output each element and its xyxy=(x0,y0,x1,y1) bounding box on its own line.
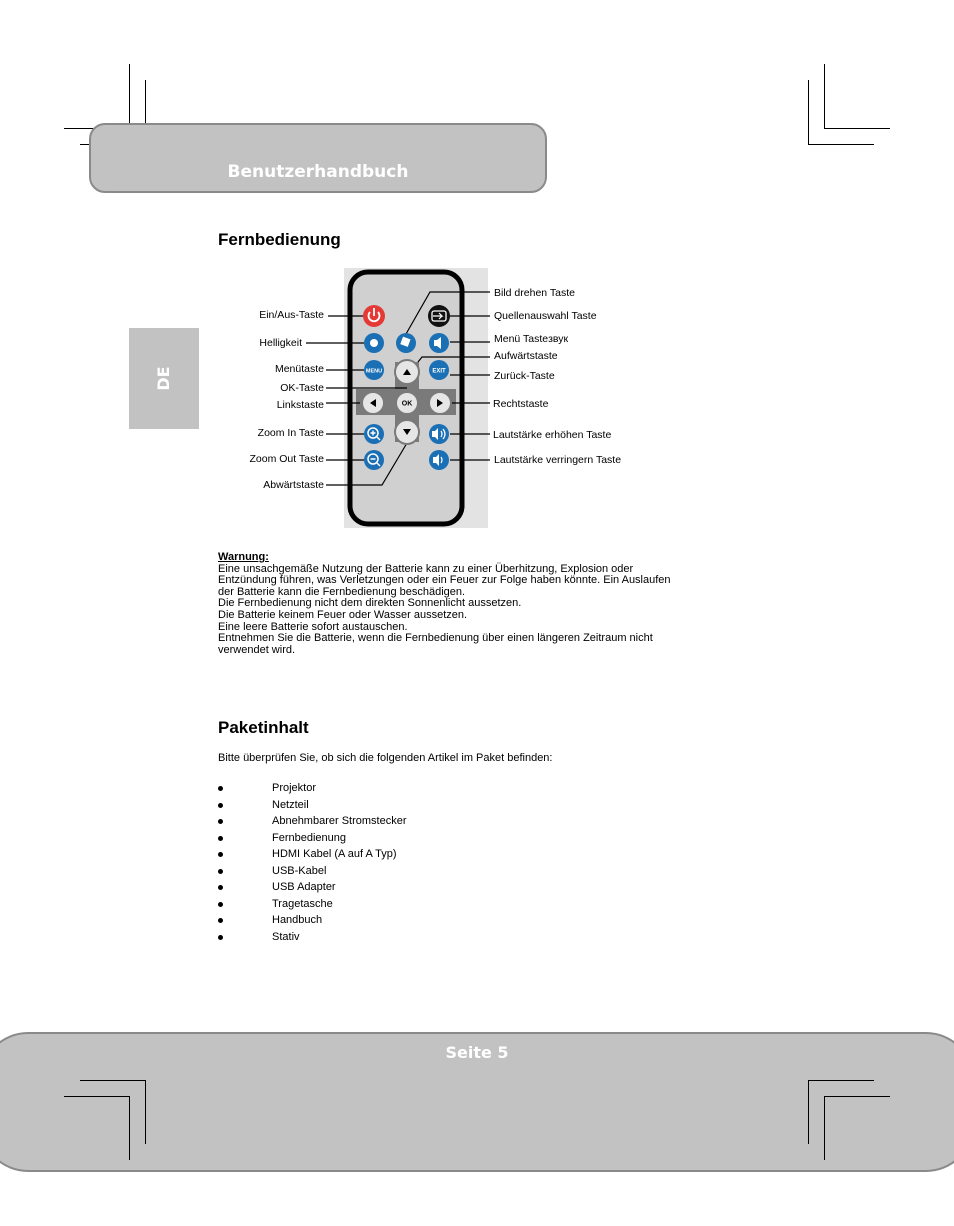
warning-line: Die Fernbedienung nicht dem direkten Sonnenlicht aussetzen. xyxy=(218,597,522,610)
list-item-text: USB Adapter xyxy=(272,881,336,893)
warning-line: der Batterie kann die Fernbedienung beschädigen. xyxy=(218,585,466,598)
bullet-icon xyxy=(218,836,223,841)
crop-mark xyxy=(808,144,874,145)
label-right: Rechtstaste xyxy=(493,398,549,410)
label-volume-up: Lautstärke erhöhen Taste xyxy=(493,429,612,441)
list-item-text: Handbuch xyxy=(272,914,323,926)
warning-line: Eine leere Batterie sofort austauschen. xyxy=(218,620,408,633)
bullet-icon xyxy=(218,935,223,940)
exit-button-label: EXIT xyxy=(432,368,446,375)
section-title-remote: Fernbedienung xyxy=(218,230,341,249)
crop-mark xyxy=(824,1096,890,1097)
zoom-in-button xyxy=(364,424,384,444)
label-volume-down: Lautstärke verringern Taste xyxy=(494,454,622,466)
menu-button-label: MENU xyxy=(365,368,383,375)
label-power: Ein/Aus-Taste xyxy=(259,309,324,321)
label-down: Abwärtstaste xyxy=(263,479,324,491)
warning-line: Entnehmen Sie die Batterie, wenn die Fernbedienung über einen längeren Zeitraum nicht xyxy=(218,632,653,645)
label-up: Aufwärtstaste xyxy=(494,350,558,362)
bullet-icon xyxy=(218,786,223,791)
label-source: Quellenauswahl Taste xyxy=(494,310,597,322)
crop-mark xyxy=(808,80,809,144)
bullet-icon xyxy=(218,803,223,808)
bullet-icon xyxy=(218,902,223,907)
warning-line: Entzündung führen, was Verletzungen oder ein Feuer zur Folge haben könnte. Ein Auslaufen xyxy=(218,574,671,587)
list-item-text: HDMI Kabel (A auf A Typ) xyxy=(272,848,397,860)
crop-mark xyxy=(808,1080,809,1144)
language-label: DE xyxy=(154,366,173,391)
language-tab xyxy=(129,328,199,429)
ok-button-label: OK xyxy=(401,400,413,408)
warning-line: verwendet wird. xyxy=(218,643,296,656)
label-left: Linkstaste xyxy=(276,399,324,411)
crop-mark xyxy=(824,64,825,128)
bullet-icon xyxy=(218,852,223,857)
page-number: Seite 5 xyxy=(445,1043,509,1062)
list-item-text: Stativ xyxy=(272,930,300,943)
crop-mark xyxy=(80,1080,146,1081)
list-item-text: Netzteil xyxy=(272,798,309,811)
warning-title: Warnung: xyxy=(218,551,269,563)
label-mute: Menü Tasteзвук xyxy=(494,333,569,345)
header-tab xyxy=(89,123,547,193)
list-item-text: Abnehmbarer Stromstecker xyxy=(272,815,407,827)
warning-line: Die Batterie keinem Feuer oder Wasser aussetzen. xyxy=(218,608,468,621)
bullet-icon xyxy=(218,918,223,923)
label-menu: Menütaste xyxy=(274,363,324,375)
crop-mark xyxy=(808,1080,874,1081)
crop-mark xyxy=(129,1096,130,1160)
bullet-icon xyxy=(218,819,223,824)
crop-mark xyxy=(64,1096,130,1097)
label-zoom-in: Zoom In Taste xyxy=(257,427,324,439)
crop-mark xyxy=(145,1080,146,1144)
bullet-icon xyxy=(218,885,223,890)
warning-line: Eine unsachgemäße Nutzung der Batterie kann zu einer Überhitzung, Explosion oder xyxy=(218,562,634,575)
package-intro: Bitte überprüfen Sie, ob sich die folgenden Artikel im Paket befinden: xyxy=(218,752,553,764)
list-item-text: Projektor xyxy=(272,782,317,794)
label-brightness: Helligkeit xyxy=(259,337,302,349)
label-ok: OK-Taste xyxy=(280,382,324,394)
label-zoom-out: Zoom Out Taste xyxy=(249,453,324,465)
list-item-text: Tragetasche xyxy=(272,897,333,910)
bullet-icon xyxy=(218,869,223,874)
label-rotate: Bild drehen Taste xyxy=(494,287,575,299)
list-item-text: Fernbedienung xyxy=(272,831,347,844)
crop-mark xyxy=(129,64,130,128)
header-title: Benutzerhandbuch xyxy=(227,162,409,182)
crop-mark xyxy=(824,128,890,129)
zoom-out-button xyxy=(364,450,384,470)
list-item-text: USB-Kabel xyxy=(272,864,327,877)
section-title-package: Paketinhalt xyxy=(218,718,309,737)
label-exit: Zurück-Taste xyxy=(494,370,555,382)
crop-mark xyxy=(824,1096,825,1160)
remote-diagram xyxy=(230,262,650,532)
warning-block xyxy=(218,552,738,656)
